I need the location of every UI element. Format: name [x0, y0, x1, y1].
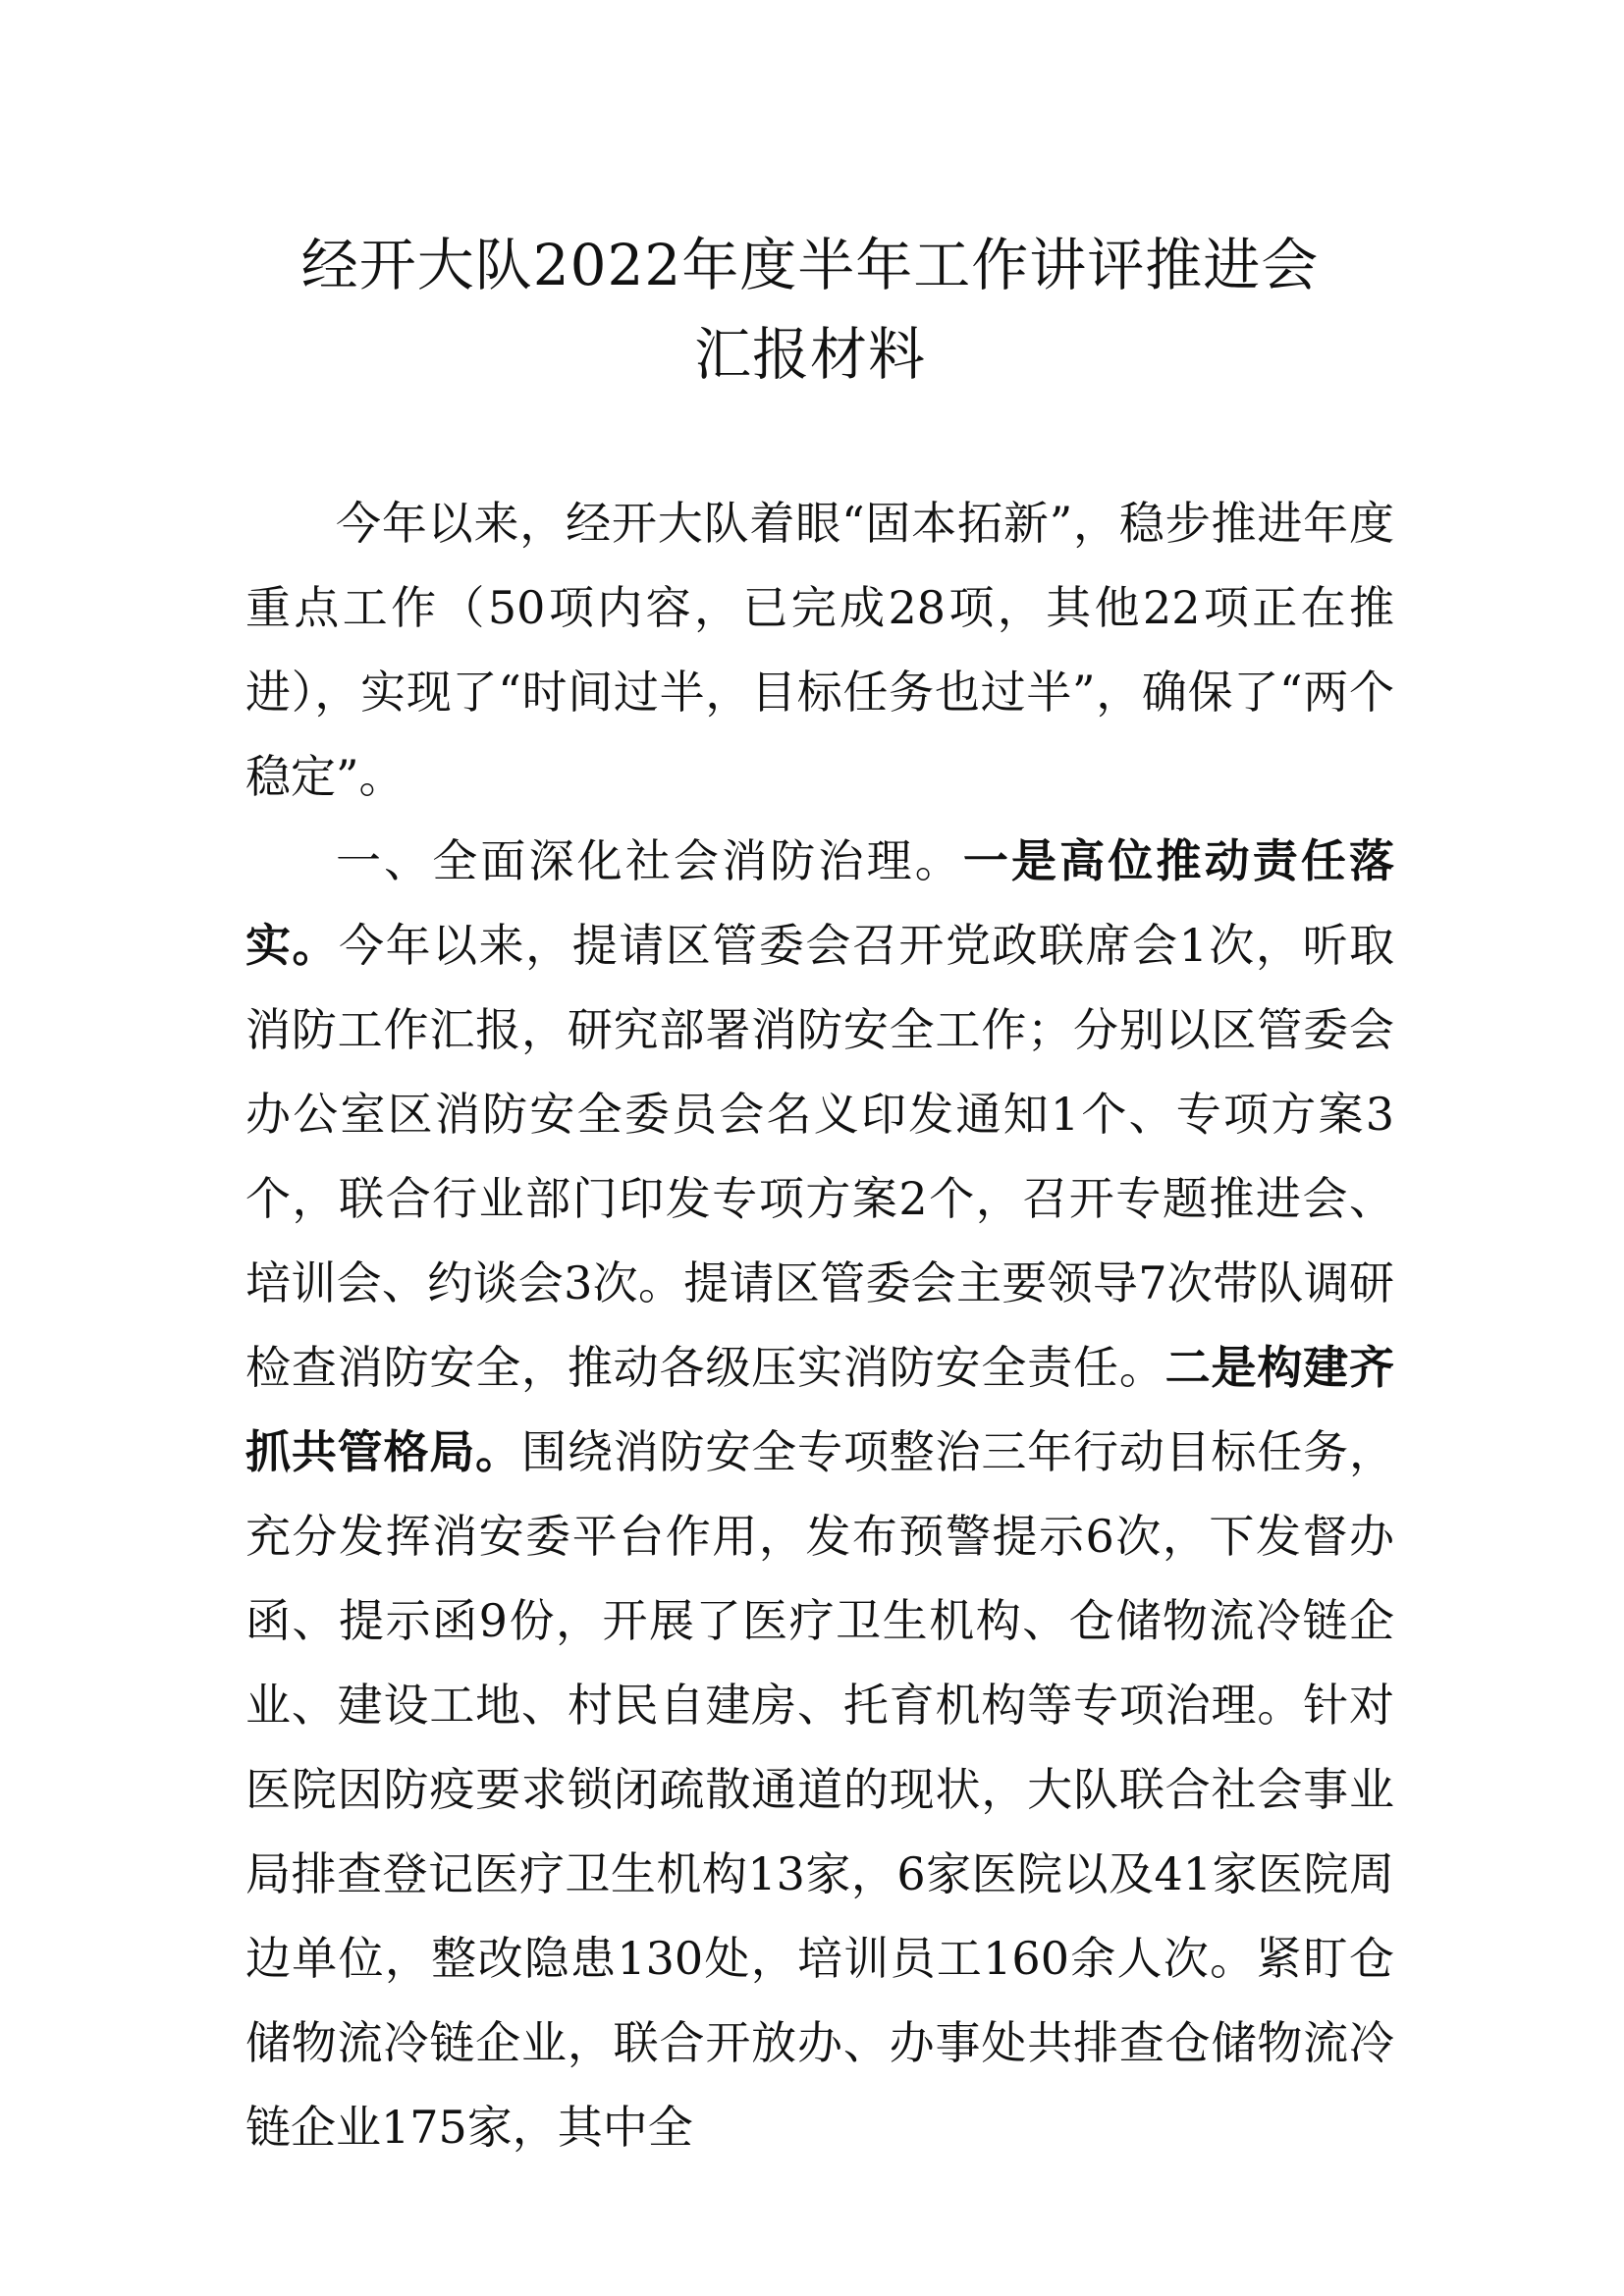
point-one-text: 今年以来，提请区管委会召开党政联席会1次，听取消防工作汇报，研究部署消防安全工作；分别以区管委会办公室区消防安全委员会名义印发通知1个、专项方案3个，联合行业部门印发专项方案2个，召开专题推进会、培训会、约谈会3次。提请区管委会主要领导7次带队调研检查消防安全，推动各级压实消防安全责任。: [245, 919, 1394, 1394]
point-two-heading: 二是构建齐抓共管格局。: [245, 1341, 1395, 1478]
paragraph-section-one: [245, 819, 1394, 2169]
document-title-line2: 汇报材料: [693, 321, 926, 388]
paragraph-intro: 今年以来，经开大队着眼“固本拓新”，稳步推进年度重点工作（50项内容，已完成28项，其他22项正在推进），实现了“时间过半，目标任务也过半”，确保了“两个稳定”。: [245, 497, 1394, 803]
section-one-heading: 一、全面深化社会消防治理。: [336, 834, 963, 887]
point-two-text: 围绕消防安全专项整治三年行动目标任务，充分发挥消安委平台作用，发布预警提示6次，下发督办函、提示函9份，开展了医疗卫生机构、仓储物流冷链企业、建设工地、村民自建房、托育机构等专项治理。针对医院因防疫要求锁闭疏散通道的现状，大队联合社会事业局排查登记医疗卫生机构13家，6家医院以及41家医院周边单位，整改隐患130处，培训员工160余人次。紧盯仓储物流冷链企业，联合开放办、办事处共排查仓储物流冷链企业175家，其中全: [245, 1425, 1394, 2154]
document-body: [245, 481, 1394, 2169]
point-one-heading: 一是高位推动责任落实。: [245, 834, 1395, 972]
document-title-line1: 经开大队2022年度半年工作讲评推进会: [300, 232, 1320, 298]
